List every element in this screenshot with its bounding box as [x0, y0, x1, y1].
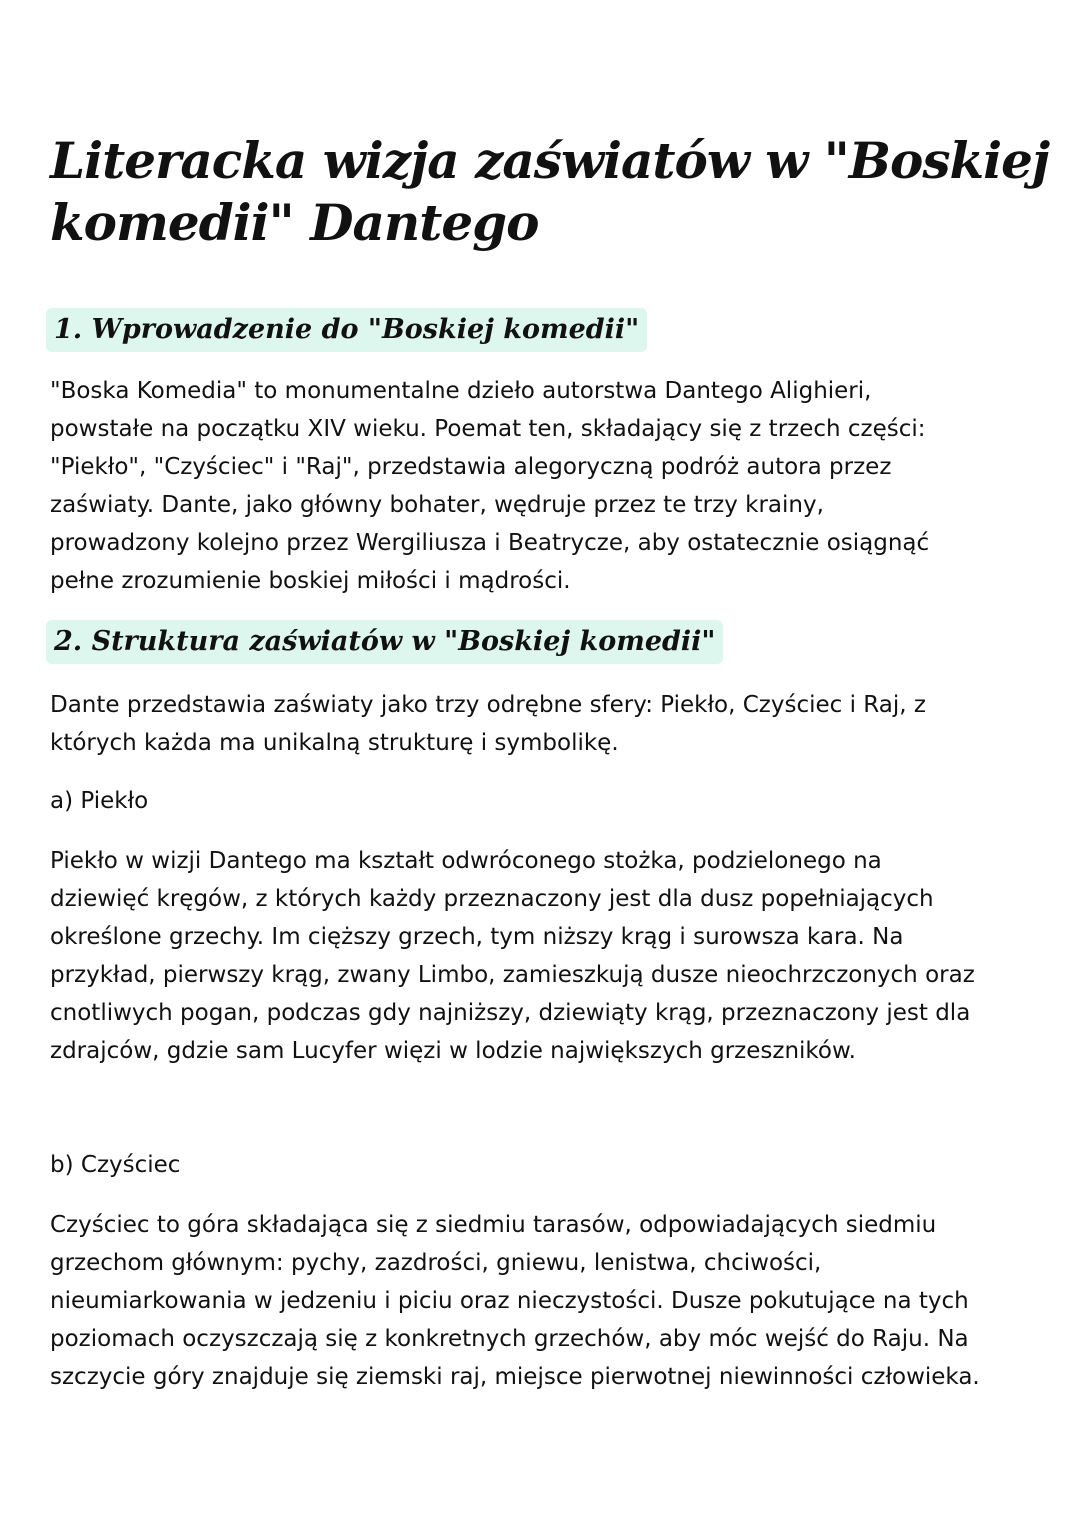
- text-line: określone grzechy. Im cięższy grzech, tym niższy krąg i surowsza kara. Na: [50, 924, 904, 950]
- text-line: dziewięć kręgów, z których każdy przeznaczony jest dla dusz popełniających: [50, 886, 934, 912]
- text-line: poziomach oczyszczają się z konkretnych grzechów, aby móc wejść do Raju. Na: [50, 1326, 969, 1352]
- subheading-pieklo: a) Piekło: [50, 788, 149, 814]
- text-line: nieumiarkowania w jedzeniu i piciu oraz nieczystości. Dusze pokutujące na tych: [50, 1288, 969, 1314]
- section-heading-1: 1. Wprowadzenie do "Boskiej komedii": [46, 308, 647, 352]
- text-line: "Piekło", "Czyściec" i "Raj", przedstawia alegoryczną podróż autora przez: [50, 454, 892, 480]
- text-line: przykład, pierwszy krąg, zwany Limbo, zamieszkują dusze nieochrzczonych oraz: [50, 962, 975, 988]
- pieklo-paragraph: [50, 842, 975, 1070]
- section-1-paragraph: [50, 372, 929, 600]
- title-line: Literacka wizja zaświatów w "Boskiej: [50, 131, 1050, 190]
- text-line: Czyściec to góra składająca się z siedmiu tarasów, odpowiadających siedmiu: [50, 1212, 937, 1238]
- subheading-czysciec: b) Czyściec: [50, 1152, 181, 1178]
- text-line: których każda ma unikalną strukturę i symbolikę.: [50, 730, 619, 756]
- text-line: Dante przedstawia zaświaty jako trzy odrębne sfery: Piekło, Czyściec i Raj, z: [50, 692, 926, 718]
- text-line: powstałe na początku XIV wieku. Poemat ten, składający się z trzech części:: [50, 416, 926, 442]
- text-line: grzechom głównym: pychy, zazdrości, gniewu, lenistwa, chciwości,: [50, 1250, 822, 1276]
- title-line: komedii" Dantego: [50, 193, 539, 252]
- text-line: szczycie góry znajduje się ziemski raj, miejsce pierwotnej niewinności człowieka.: [50, 1364, 980, 1390]
- text-line: Piekło w wizji Dantego ma kształt odwróconego stożka, podzielonego na: [50, 848, 882, 874]
- page-title: [50, 130, 1049, 254]
- text-line: cnotliwych pogan, podczas gdy najniższy, dziewiąty krąg, przeznaczony jest dla: [50, 1000, 971, 1026]
- text-line: zaświaty. Dante, jako główny bohater, wędruje przez te trzy krainy,: [50, 492, 824, 518]
- section-heading-2: 2. Struktura zaświatów w "Boskiej komedii": [46, 620, 723, 664]
- text-line: prowadzony kolejno przez Wergiliusza i Beatrycze, aby ostatecznie osiągnąć: [50, 530, 930, 556]
- text-line: "Boska Komedia" to monumentalne dzieło autorstwa Dantego Alighieri,: [50, 378, 872, 404]
- text-line: zdrajców, gdzie sam Lucyfer więzi w lodzie największych grzeszników.: [50, 1038, 856, 1064]
- section-2-paragraph: [50, 686, 926, 762]
- czysciec-paragraph: [50, 1206, 980, 1396]
- text-line: pełne zrozumienie boskiej miłości i mądrości.: [50, 568, 571, 594]
